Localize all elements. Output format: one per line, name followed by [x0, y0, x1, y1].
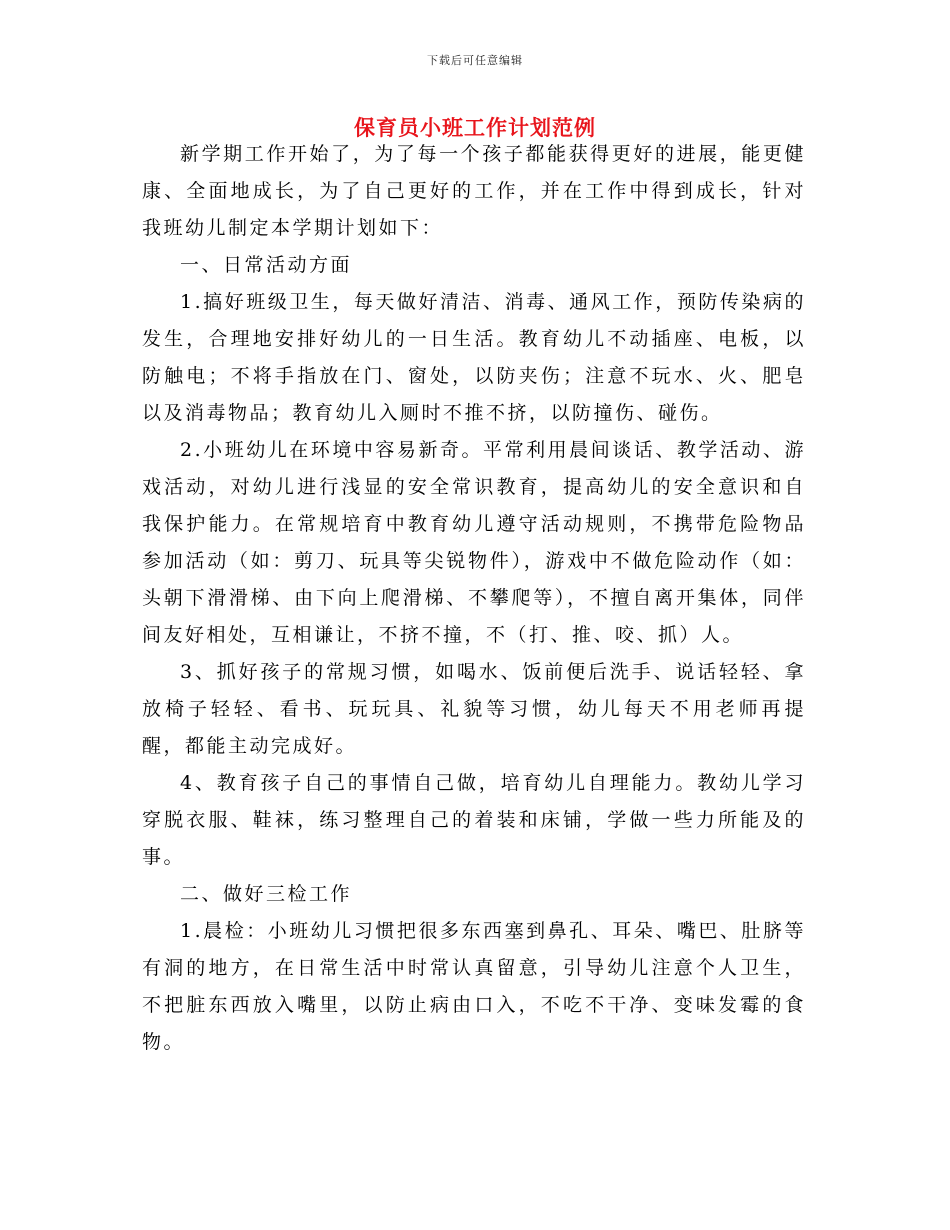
section-heading-three-checks: 二、做好三检工作 — [180, 883, 353, 905]
section-heading-daily-activities: 一、日常活动方面 — [180, 254, 353, 276]
paragraph-item-3: 3、抓好孩子的常规习惯，如喝水、饭前便后洗手、说话轻轻、拿放椅子轻轻、看书、玩玩具、礼貌等习惯，幼儿每天不用老师再提醒，都能主动完成好。 — [142, 661, 806, 757]
paragraph-item-4: 4、教育孩子自己的事情自己做，培育幼儿自理能力。教幼儿学习穿脱衣服、鞋袜，练习整理自己的着装和床铺，学做一些力所能及的事。 — [142, 772, 806, 868]
paragraph-item-2: 2.小班幼儿在环境中容易新奇。平常利用晨间谈话、教学活动、游戏活动，对幼儿进行浅显的安全常识教育，提高幼儿的安全意识和自我保护能力。在常规培育中教育幼儿遵守活动规则，不携带危险物品参加活动（如：剪刀、玩具等尖锐物件），游戏中不做危险动作（如：头朝下滑滑梯、由下向上爬滑梯、不攀爬等），不擅自离开集体，同伴间友好相处，互相谦让，不挤不撞，不（打、推、咬、抓）人。 — [142, 439, 806, 646]
document-body — [142, 136, 806, 1061]
document-title: 保育员小班工作计划范例 — [354, 115, 596, 140]
intro-paragraph: 新学期工作开始了，为了每一个孩子都能获得更好的进展，能更健康、全面地成长，为了自己更好的工作，并在工作中得到成长，针对我班幼儿制定本学期计划如下： — [142, 143, 806, 239]
paragraph-morning-check: 1.晨检：小班幼儿习惯把很多东西塞到鼻孔、耳朵、嘴巴、肚脐等有洞的地方，在日常生活中时常认真留意，引导幼儿注意个人卫生，不把脏东西放入嘴里，以防止病由口入，不吃不干净、变味发霉的食物。 — [142, 920, 806, 1053]
paragraph-item-1: 1.搞好班级卫生，每天做好清洁、消毒、通风工作，预防传染病的发生，合理地安排好幼儿的一日生活。教育幼儿不动插座、电板，以防触电；不将手指放在门、窗处，以防夹伤；注意不玩水、火、肥皂以及消毒物品；教育幼儿入厕时不推不挤，以防撞伤、碰伤。 — [142, 291, 806, 424]
header-note: 下载后可任意编辑 — [427, 54, 523, 67]
